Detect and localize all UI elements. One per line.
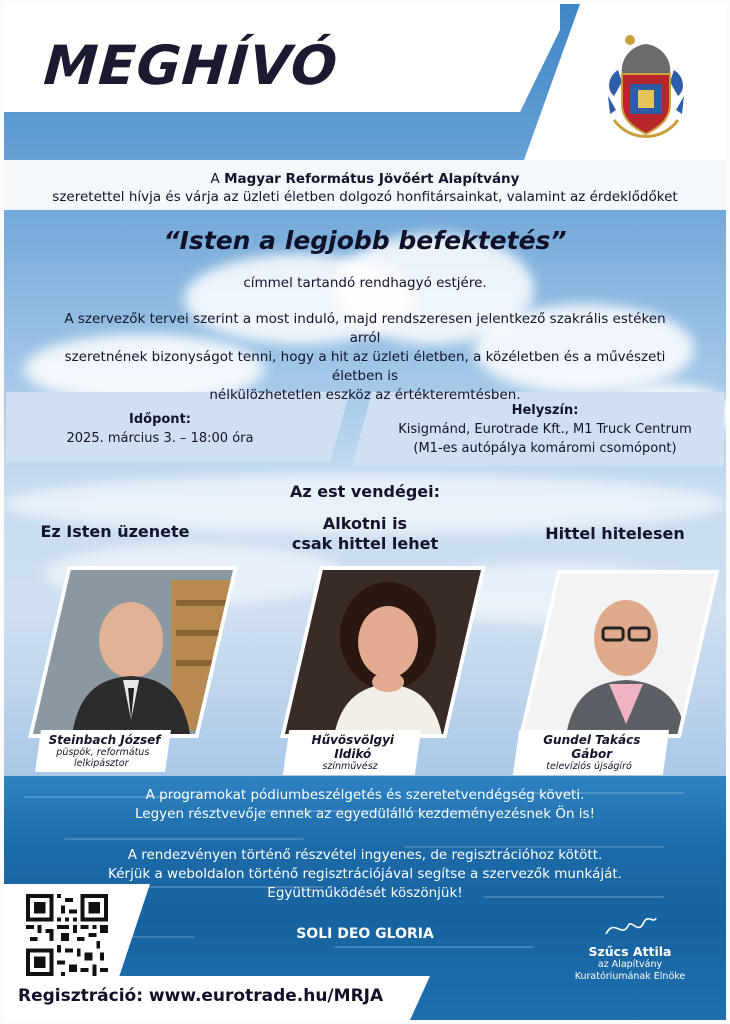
guest-topic-line: csak hittel lehet [291,534,439,553]
venue-note: (M1-es autópálya komáromi csomópont) [413,441,677,456]
time-box [40,410,280,448]
guest-role: püspök, református [56,747,150,758]
guests-heading: Az est vendégei: [289,482,441,501]
intro-text [0,170,730,206]
venue-label: Helyszín: [511,403,579,418]
guest-caption-1 [35,730,171,772]
guest-caption-3 [513,730,669,775]
guest-role: színművész [322,761,378,772]
registration-line: Kérjük a weboldalon történő regisztrációjával segítse a szervezők munkáját. [108,866,622,882]
guest-caption-2 [283,730,421,775]
venue-address: Kisigmánd, Eurotrade Kft., M1 Truck Centrum [398,422,692,437]
qr-code-icon[interactable] [26,894,108,976]
program-line: Legyen résztvevője ennek az egyedülálló kezdeményezésnek Ön is! [135,806,595,822]
time-value: 2025. március 3. – 18:00 óra [66,431,254,446]
guest-topic-3: Hittel hitelesen [545,524,685,543]
signature-block [560,908,700,983]
registration-line: A rendezvényen történő részvétel ingyenes, de regisztrációhoz kötött. [127,847,603,863]
description-line: A szervezők tervei szerint a most induló, majd rendszeresen jelentkező szakrális estéken arról [64,311,666,346]
guest-name: Hűvösvölgyi Ildikó [311,733,395,761]
guest-role: lelkipásztor [73,758,129,769]
guest-role: televíziós újságíró [546,761,632,772]
signer-name: Szűcs Attila [588,944,672,959]
program-line: A programokat pódiumbeszélgetés és szeretetvendégség követi. [145,787,585,803]
registration-line: Együttműködését köszönjük! [267,885,463,901]
venue-box [380,401,710,458]
description-line: szeretnének bizonyságot tenni, hogy a hit az üzleti életben, a közéletben és a művészeti életben is [64,349,666,384]
time-label: Időpont: [129,412,191,427]
guest-topic-line: Alkotni is [322,514,408,533]
guest-topic-1: Ez Isten üzenete [40,522,190,541]
event-subtitle: címmel tartandó rendhagyó estjére. [243,275,487,291]
intro-prefix: A [210,171,225,187]
signer-role: az Alapítvány [597,959,663,970]
signature-icon [600,908,660,944]
event-description [0,310,730,405]
registration-link[interactable]: Regisztráció: www.eurotrade.hu/MRJA [18,986,384,1006]
guest-name: Steinbach József [48,733,161,747]
page-title: MEGHÍVÓ [41,34,341,97]
motto: SOLI DEO GLORIA [296,926,434,942]
guest-name: Gundel Takács Gábor [543,733,641,761]
coat-of-arms-icon [600,30,692,144]
registration-note [0,846,730,903]
program-note [0,786,730,824]
event-slogan: “Isten a legjobb befektetés” [163,226,567,255]
organization-name: Magyar Református Jövőért Alapítvány [224,171,520,187]
guest-topic-2 [270,514,460,554]
description-line: nélkülözhetetlen eszköz az értékteremtésben. [209,387,521,403]
intro-line: szeretettel hívja és várja az üzleti életben dolgozó honfitársainkat, valamint az érdeklődőket [52,189,678,205]
signer-role: Kuratóriumának Elnöke [574,971,686,982]
